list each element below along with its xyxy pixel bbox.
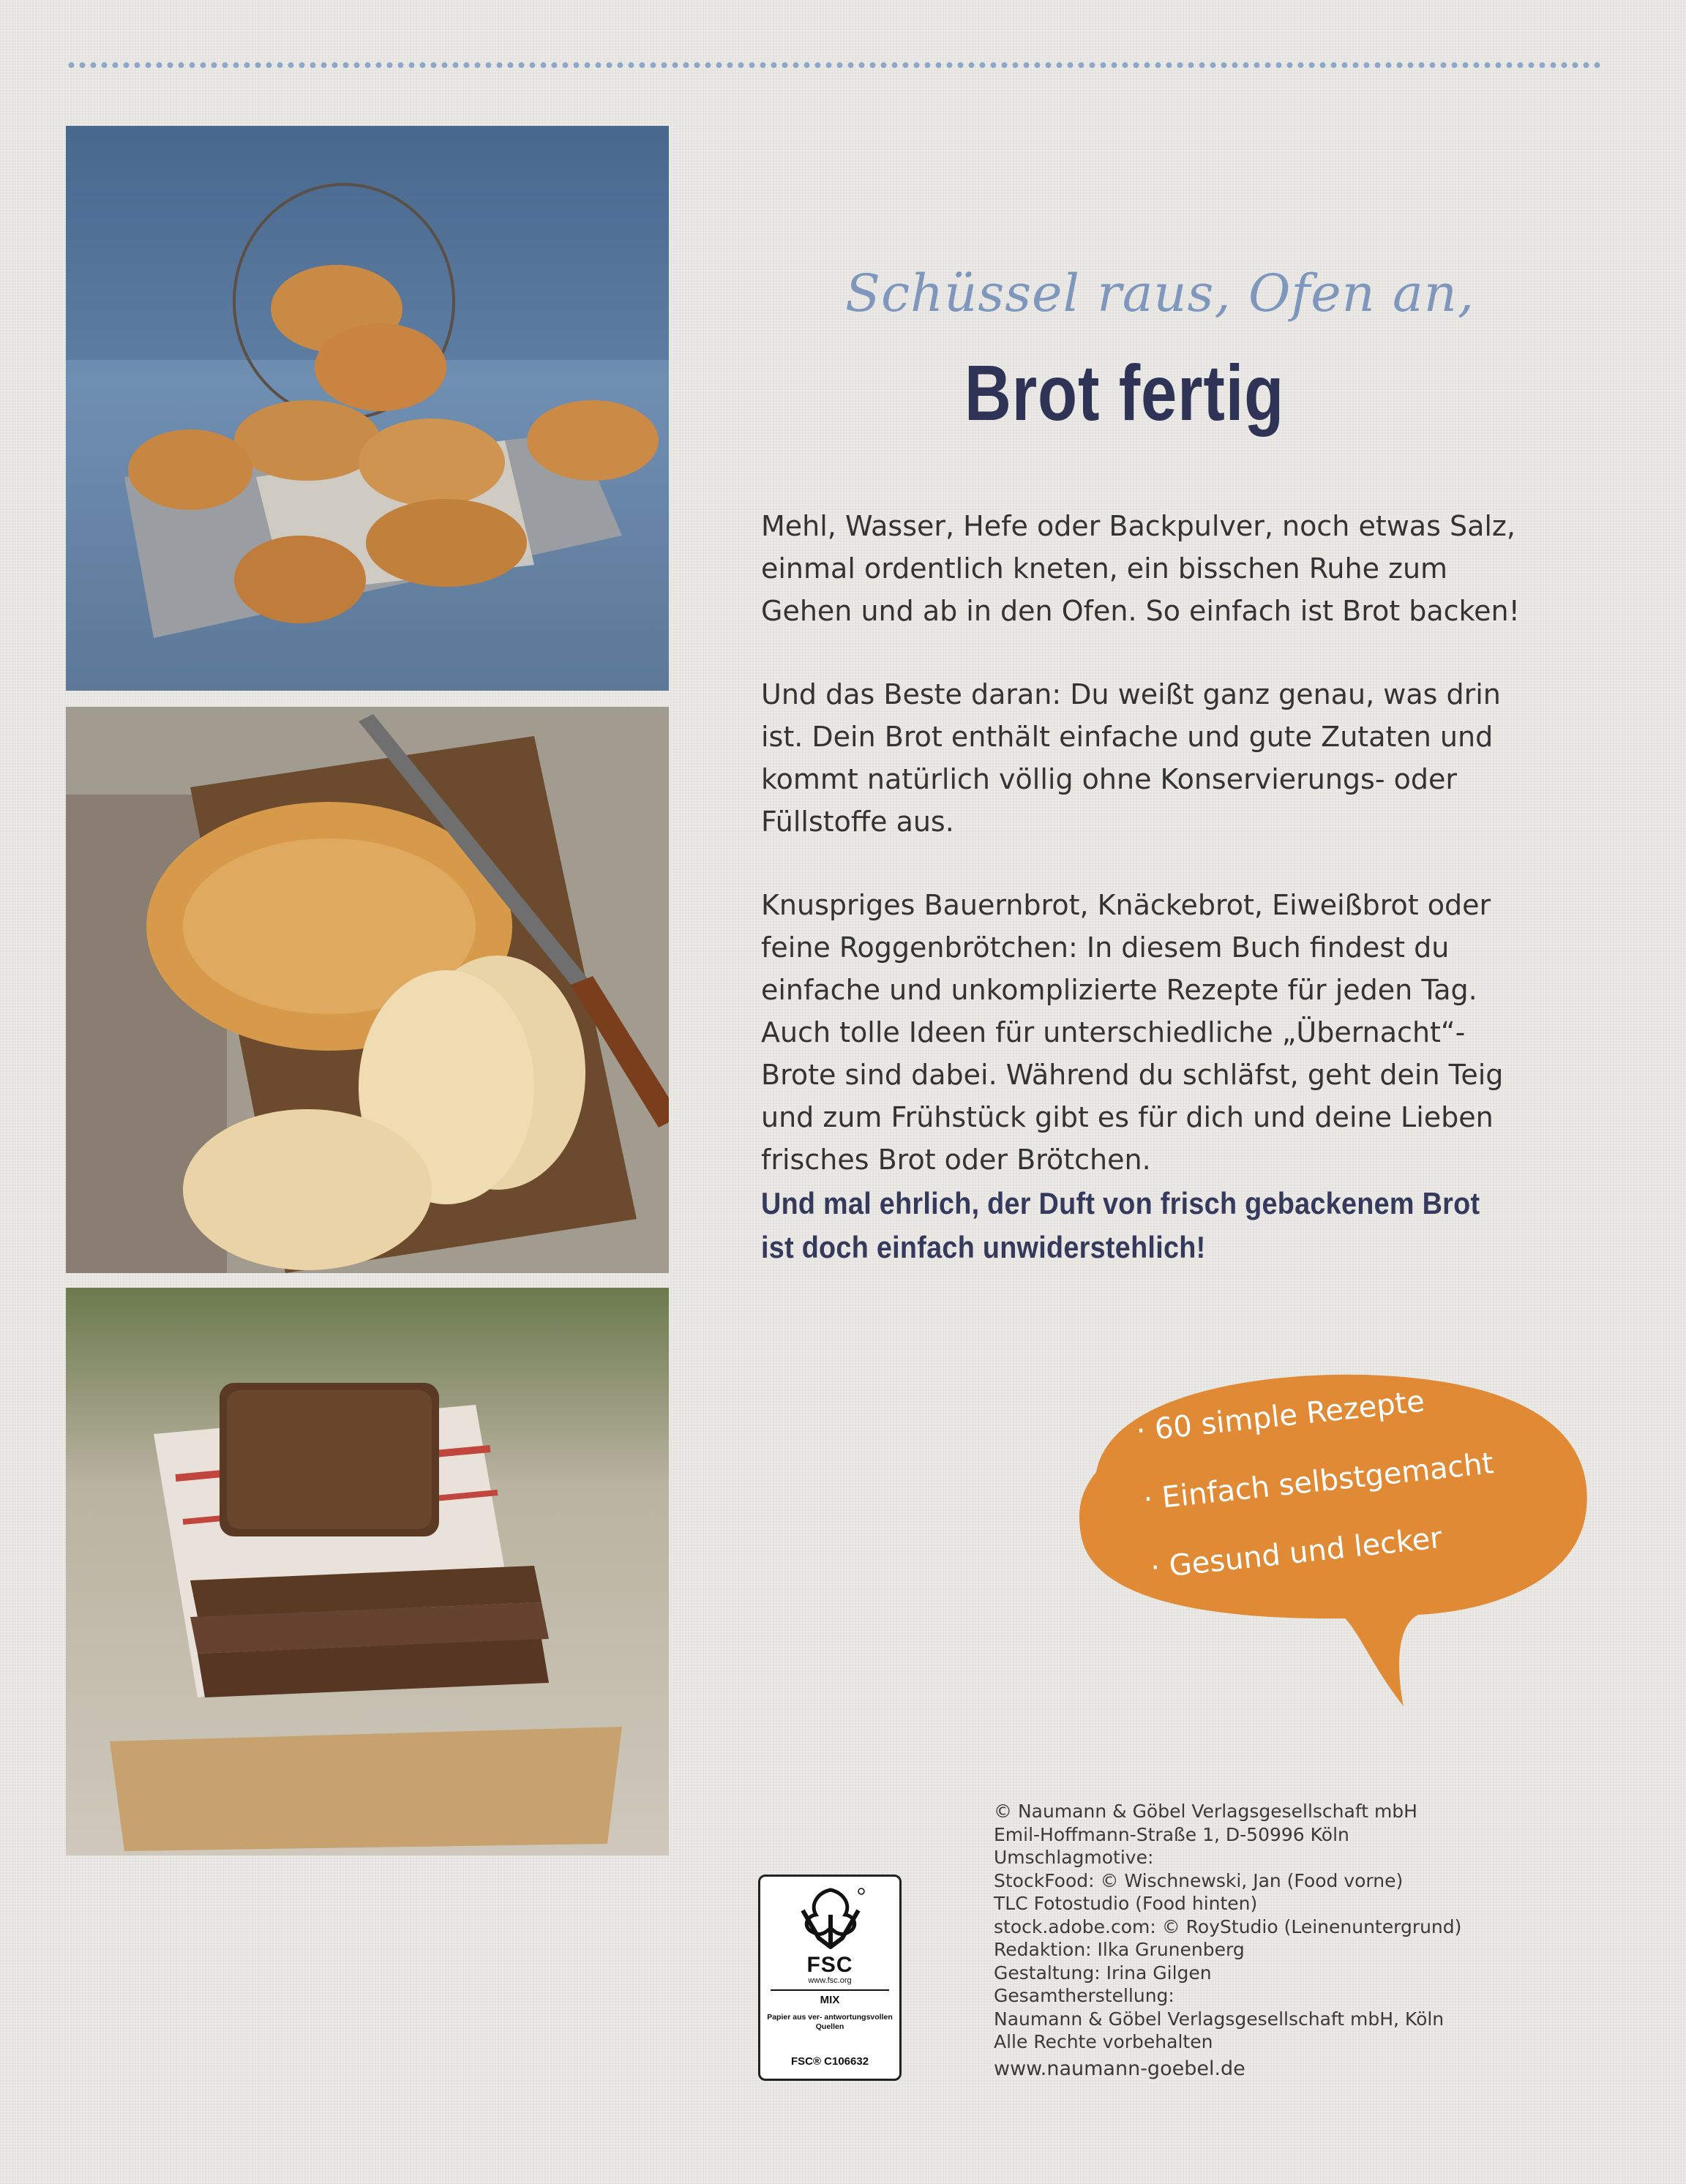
fsc-mix-label: MIX — [820, 1994, 840, 2006]
fsc-divider — [771, 1989, 889, 1991]
dotted-divider — [66, 61, 1603, 69]
photo-white-bread — [66, 707, 669, 1273]
imprint-line: TLC Fotostudio (Food hinten) — [994, 1893, 1258, 1914]
imprint — [994, 1800, 1594, 2054]
imprint-line: © Naumann & Göbel Verlagsgesellschaft mbH — [994, 1801, 1417, 1822]
fsc-license-code: FSC® C106632 — [790, 2055, 869, 2068]
feature-item: · Gesund und lecker — [1149, 1521, 1444, 1586]
fsc-tree-icon — [788, 1885, 873, 1951]
imprint-line: Redaktion: Ilka Grunenberg — [994, 1939, 1245, 1960]
imprint-line: Gesamtherstellung: — [994, 1985, 1174, 2006]
photo-bread-rolls — [66, 126, 669, 691]
fsc-url: www.fsc.org — [808, 1976, 852, 1985]
feature-list — [1133, 1354, 1562, 1602]
fsc-paper-text: Papier aus ver- antwortungsvollen Quellen — [767, 2013, 893, 2031]
feature-item: · 60 simple Rezepte — [1134, 1384, 1426, 1449]
fsc-logo — [758, 1875, 902, 2081]
feature-item: · Einfach selbstgemacht — [1142, 1446, 1496, 1517]
closing-line-2: ist doch einfach unwiderstehlich! — [761, 1230, 1206, 1264]
fsc-wordmark: FSC — [806, 1953, 853, 1977]
imprint-line: Gestaltung: Irina Gilgen — [994, 1962, 1212, 1984]
paragraph-1: Mehl, Wasser, Hefe oder Backpulver, noch etwas Salz, einmal ordentlich kneten, ein bisschen Ruhe zum Gehen und ab in den Ofen. So einfach ist Brot backen! — [761, 510, 1520, 627]
tagline: Schüssel raus, Ofen an, — [845, 263, 1475, 323]
imprint-line: Emil-Hoffmann-Straße 1, D-50996 Köln — [994, 1823, 1349, 1845]
intro-text — [761, 505, 1537, 1222]
imprint-line: Naumann & Göbel Verlagsgesellschaft mbH, Köln — [994, 2008, 1445, 2030]
closing-statement — [761, 1182, 1603, 1269]
paragraph-3: Knuspriges Bauernbrot, Knäckebrot, Eiweißbrot oder feine Roggenbrötchen: In diesem Buch findest du einfache und unkomplizierte Rezepte für jeden Tag. Auch tolle Ideen für unterschiedliche „Übernacht“-Brote sind dabei. Während du schläfst, geht dein Teig und zum Frühstück gibt es für dich und deine Lieben frisches Brot oder Brötchen. — [761, 889, 1504, 1176]
publisher-website: www.naumann-goebel.de — [994, 2057, 1245, 2080]
imprint-line: stock.adobe.com: © RoyStudio (Leinenuntergrund) — [994, 1915, 1462, 1937]
paragraph-2: Und das Beste daran: Du weißt ganz genau, was drin ist. Dein Brot enthält einfache und gute Zutaten und kommt natürlich völlig ohne Konservierungs- oder Füllstoffe aus. — [761, 678, 1501, 838]
page-title: Brot fertig — [964, 348, 1285, 437]
imprint-line: Umschlagmotive: — [994, 1847, 1154, 1868]
imprint-line: StockFood: © Wischnewski, Jan (Food vorne) — [994, 1869, 1404, 1891]
closing-line-1: Und mal ehrlich, der Duft von frisch gebackenem Brot — [761, 1186, 1480, 1220]
imprint-line: Alle Rechte vorbehalten — [994, 2031, 1213, 2052]
photo-wholegrain-bread — [66, 1288, 669, 1855]
